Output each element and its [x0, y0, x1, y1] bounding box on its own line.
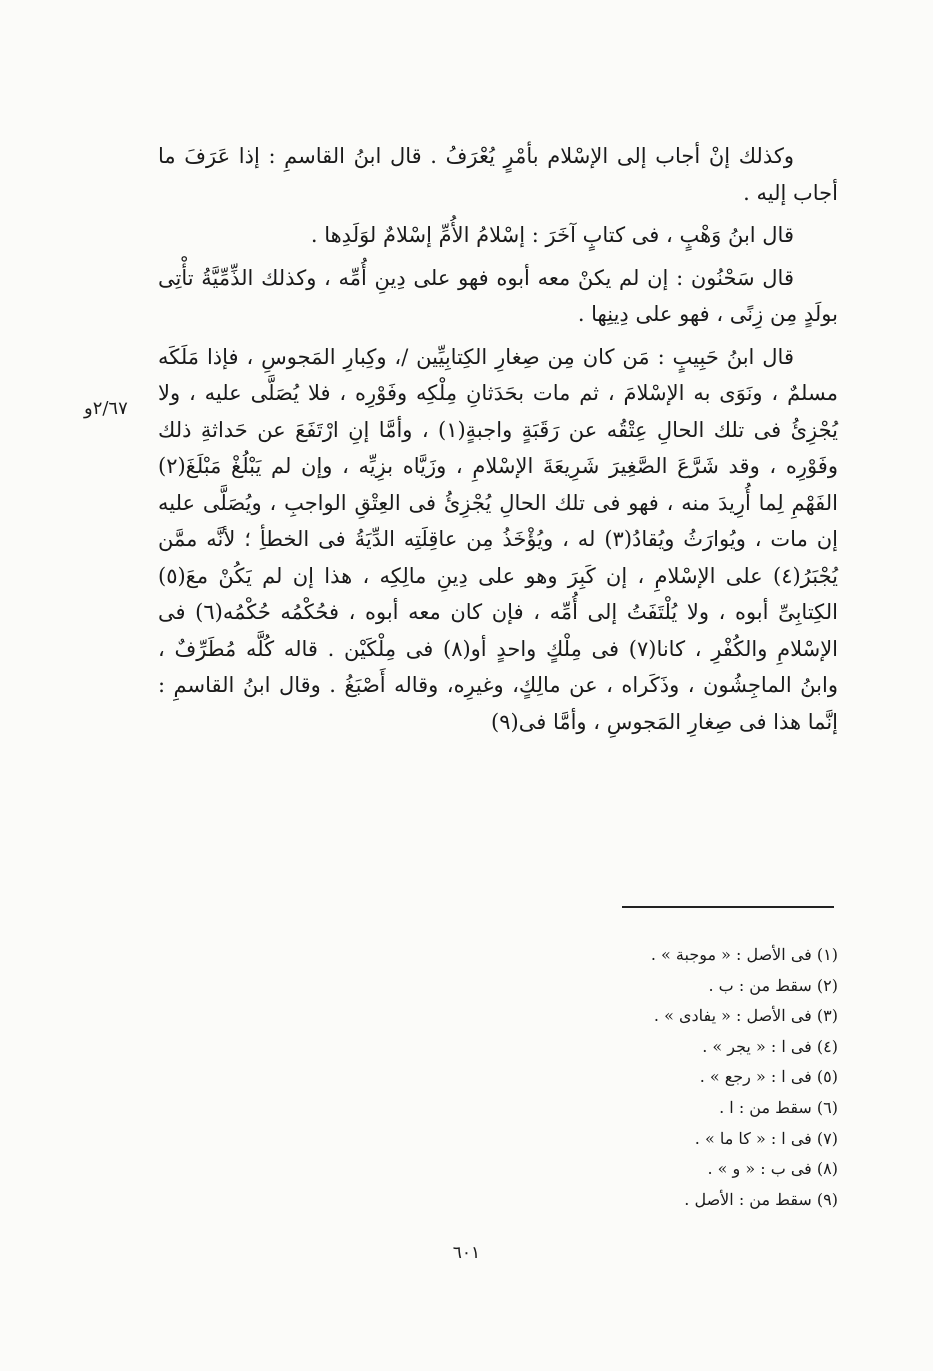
footnote-5: (٥) فى ا : « رجع » .	[699, 1067, 838, 1087]
paragraph-3: قال سَحْنُون : إن لم يكنْ معه أبوه فهو على دِينِ أُمِّه ، وكذلك الذِّمِّيَّةُ تأْتِى بولَدٍ مِن زِنًى ، فهو على دِينِها .	[158, 265, 838, 326]
footnote-4: (٤) فى ا : « يجر » .	[702, 1036, 838, 1056]
footnote-3: (٣) فى الأصل : « يفادى » .	[653, 1006, 838, 1026]
footnote-7: (٧) فى ا : « كا ما » .	[694, 1128, 838, 1148]
footnote-8: (٨) فى ب : « و » .	[707, 1159, 838, 1179]
footnote-6: (٦) سقط من : ا .	[719, 1097, 838, 1117]
margin-folio-reference: ٢/٦٧و	[84, 398, 128, 419]
footnote-1: (١) فى الأصل : « موجبة » .	[650, 945, 838, 964]
footnote-2: (٢) سقط من : ب .	[708, 975, 838, 995]
main-text-body	[158, 138, 838, 740]
footnote-separator	[622, 906, 834, 908]
footnote-9: (٩) سقط من : الأصل .	[684, 1189, 838, 1209]
paragraph-1: وكذلك إنْ أجاب إلى الإسْلام بأمْرٍ يُعْرَفُ . قال ابنُ القاسمِ : إذا عَرَفَ ما أجاب إليه .	[158, 144, 838, 205]
paragraph-4: قال ابنُ حَبِيبٍ : مَن كان مِن صِغارِ الكِتابِيِّين /، وكِبارِ المَجوسِ ، فإذا مَلَكَه مسلمٌ ، ونَوَى به الإسْلامَ ، ثم مات بحَدَثانِ مِلْكِه وفَوْرِه ، فلا يُصَلَّى عليه ، ولا يُجْزِئُ فى تلك الحالِ عِتْقُه عن رَقَبَةٍ واجبةٍ(١) ، وأمَّا إنِ ارْتَفَعَ عن حَداثةِ ذلك وفَوْرِه ، وقد شَرَّعَ الصَّغِيرَ شَرِيعَةَ الإسْلامِ ، وزَيَّاه بزِيِّه ، وإن لم يَبْلُغْ مَبْلَغَ(٢) الفَهْمِ لِما أُرِيدَ منه ، فهو فى تلك الحالِ يُجْزِئُ فى العِتْقِ الواجبِ ، ويُصَلَّى عليه إن مات ، ويُوارَثُ ويُقادُ(٣) له ، ويُؤْخَذُ مِن عاقِلَتِه الدِّيَةُ فى الخطأِ ؛ لأنَّه ممَّن يُجْبَرُ(٤) على الإسْلامِ ، إن كَبِرَ وهو على دِينِ مالِكِه ، هذا إن لم يَكُنْ معَ(٥) الكِتابِىِّ أبوه ، ولا يُلْتَفَتُ إلى أُمِّه ، فإن كان معه أبوه ، فحُكْمُه حُكْمُه(٦) فى الإسْلامِ والكُفْرِ ، كانا(٧) فى مِلْكٍ واحدٍ أو(٨) فى مِلْكَيْن . قاله كُلَّه مُطَرِّفٌ ، وابنُ الماجِشُون ، وذَكَراه ، عن مالِكٍ، وغيرِه، وقاله أَصْبَغُ . وقال ابنُ القاسمِ : إنَّما هذا فى صِغارِ المَجوسِ ، وأمَّا فى(٩)	[158, 344, 839, 734]
paragraph-2: قال ابنُ وَهْبٍ ، فى كتابٍ آخَرَ : إسْلامُ الأُمِّ إسْلامٌ لوَلَدِها .	[310, 223, 794, 247]
page-number: ٦٠١	[452, 1243, 481, 1263]
footnotes-list	[500, 940, 838, 1215]
